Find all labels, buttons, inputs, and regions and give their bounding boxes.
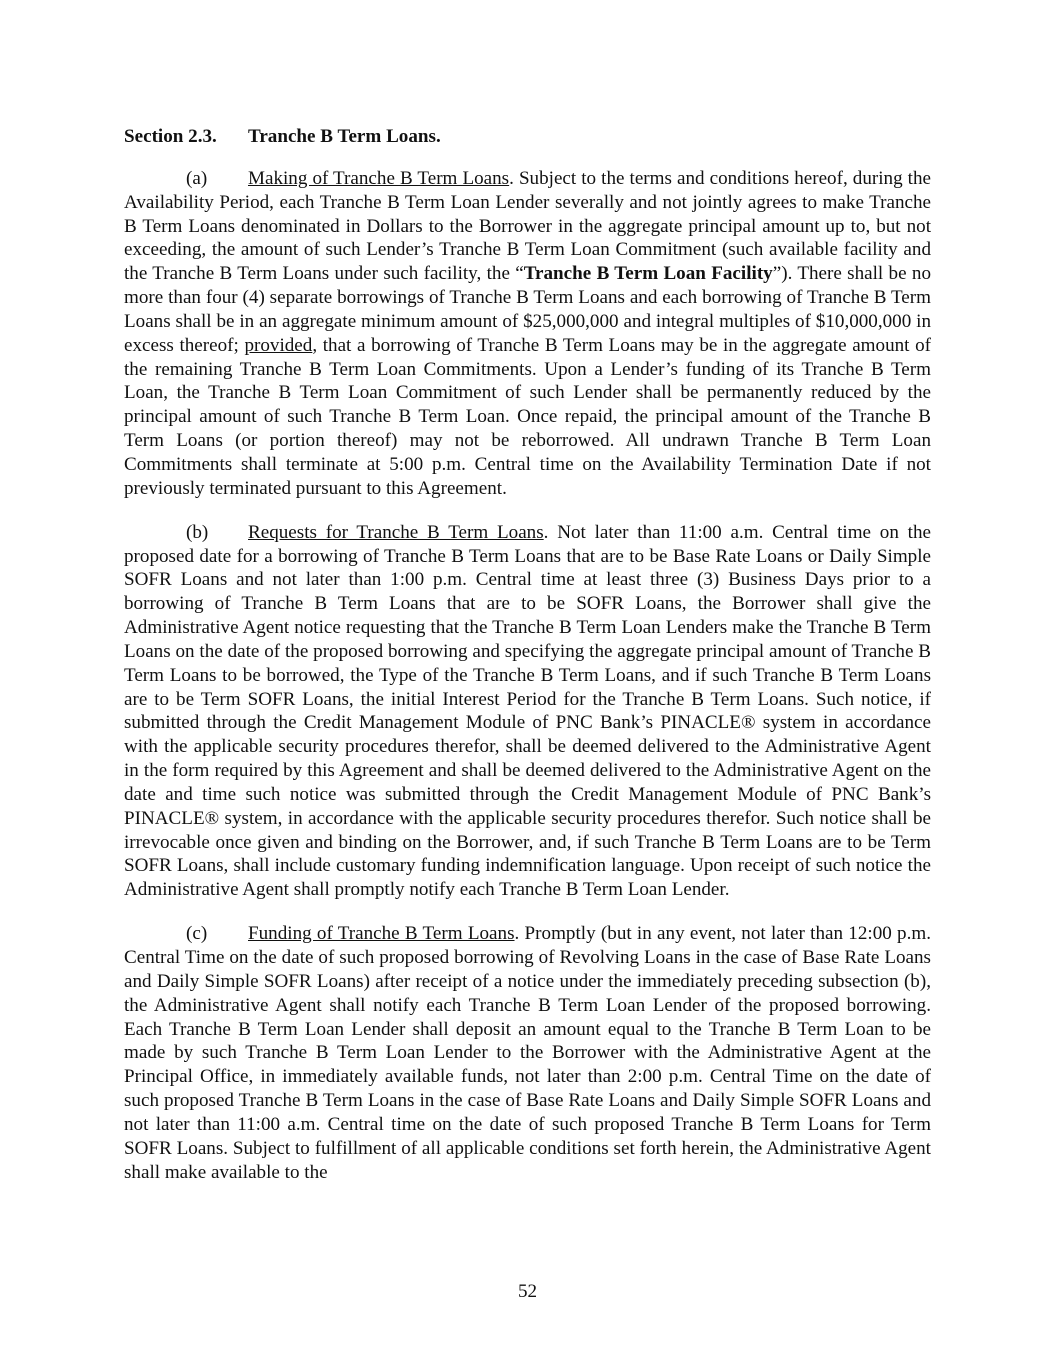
page-body xyxy=(124,125,931,1204)
paragraph-a xyxy=(124,167,931,501)
section-number: Section 2.3. xyxy=(124,126,217,147)
paragraph-a-label: (a) xyxy=(186,167,208,189)
paragraph-a-text-1: . Subject to the terms and conditions hereof, during the Availability Period, each Tranche B Term Loan Lender severally and not jointly agrees to make Tranche B Term Loans denominated in Dollars to the Borrower in the aggregate principal amount up to, but not exceeding, the amount of such Lender’s Tranche B Term Loan Commitment (such available facility and the Tranche B Term Loans under such facility, the “ xyxy=(124,167,931,285)
page-number: 52 xyxy=(517,1281,538,1302)
section-heading xyxy=(124,125,931,149)
paragraph-c-text: . Promptly (but in any event, not later than 12:00 p.m. Central Time on the date of such proposed borrowing of Revolving Loans in the case of Base Rate Loans and Daily Simple SOFR Loans) after receipt of a notice under the immediately preceding subsection (b), the Administrative Agent shall notify each Tranche B Term Loan Lender of the proposed borrowing. Each Tranche B Term Loan Lender shall deposit an amount equal to the Tranche B Term Loan to be made by such Tranche B Term Loan Lender to the Borrower with the Administrative Agent at the Principal Office, in immediately available funds, not later than 2:00 p.m. Central Time on the date of such proposed Tranche B Term Loans in the case of Base Rate Loans and Daily Simple SOFR Loans and not later than 11:00 a.m. Central time on the date of such proposed Tranche B Term Loans for Term SOFR Loans. Subject to fulfillment of all applicable conditions set forth herein, the Administrative Agent shall make available to the xyxy=(124,923,931,1183)
paragraph-b-heading: Requests for Tranche B Term Loans xyxy=(248,521,544,543)
defined-term: Tranche B Term Loan Facility xyxy=(523,263,773,285)
paragraph-c xyxy=(124,922,931,1184)
paragraph-b-text: . Not later than 11:00 a.m. Central time on the proposed date for a borrowing of Tranche B Term Loans that are to be Base Rate Loans or Daily Simple SOFR Loans and not later than 1:00 p.m. Central time at least three (3) Business Days prior to a borrowing of Tranche B Term Loans that are to be SOFR Loans, the Borrower shall give the Administrative Agent notice requesting that the Tranche B Term Loan Lenders make the Tranche B Term Loans on the date of the proposed borrowing and specifying the aggregate principal amount of Tranche B Term Loans to be borrowed, the Type of the Tranche B Term Loans, and if such Tranche B Term Loans are to be Term SOFR Loans, the initial Interest Period for the Tranche B Term Loans. Such notice, if submitted through the Credit Management Module of PNC Bank’s PINACLE® system in accordance with the applicable security procedures therefor, shall be deemed delivered to the Administrative Agent in the form required by this Agreement and shall be deemed delivered to the Administrative Agent on the date and time such notice was submitted through the Credit Management Module of PNC Bank’s PINACLE® system, in accordance with the applicable security procedures therefor. Such notice shall be irrevocable once given and binding on the Borrower, and, if such Tranche B Term Loans are to be Term SOFR Loans, shall include customary funding indemnification language. Upon receipt of such notice the Administrative Agent shall promptly notify each Tranche B Term Loan Lender. xyxy=(124,521,931,901)
paragraph-a-text-3: , that a borrowing of Tranche B Term Loans may be in the aggregate amount of the remaining Tranche B Term Loan Commitments. Upon a Lender’s funding of its Tranche B Term Loan, the Tranche B Term Loan Commitment of such Lender shall be permanently reduced by the principal amount of such Tranche B Term Loan. Once repaid, the principal amount of the Tranche B Term Loans (or portion thereof) may not be reborrowed. All undrawn Tranche B Term Loan Commitments shall terminate at 5:00 p.m. Central time on the Availability Termination Date if not previously terminated pursuant to this Agreement. xyxy=(124,334,931,499)
paragraph-b xyxy=(124,521,931,903)
paragraph-c-label: (c) xyxy=(186,923,208,945)
proviso-term: provided xyxy=(244,334,313,356)
paragraph-c-heading: Funding of Tranche B Term Loans xyxy=(248,923,515,945)
paragraph-a-text-2: ”). There shall be no more than four (4) separate borrowings of Tranche B Term Loans and each borrowing of Tranche B Term Loans shall be in an aggregate minimum amount of $25,000,000 and integral multiples of $10,000,000 in excess thereof; xyxy=(124,263,931,356)
paragraph-a-heading: Making of Tranche B Term Loans xyxy=(248,167,510,189)
section-title: Tranche B Term Loans. xyxy=(248,126,441,147)
paragraph-b-label: (b) xyxy=(186,521,209,543)
